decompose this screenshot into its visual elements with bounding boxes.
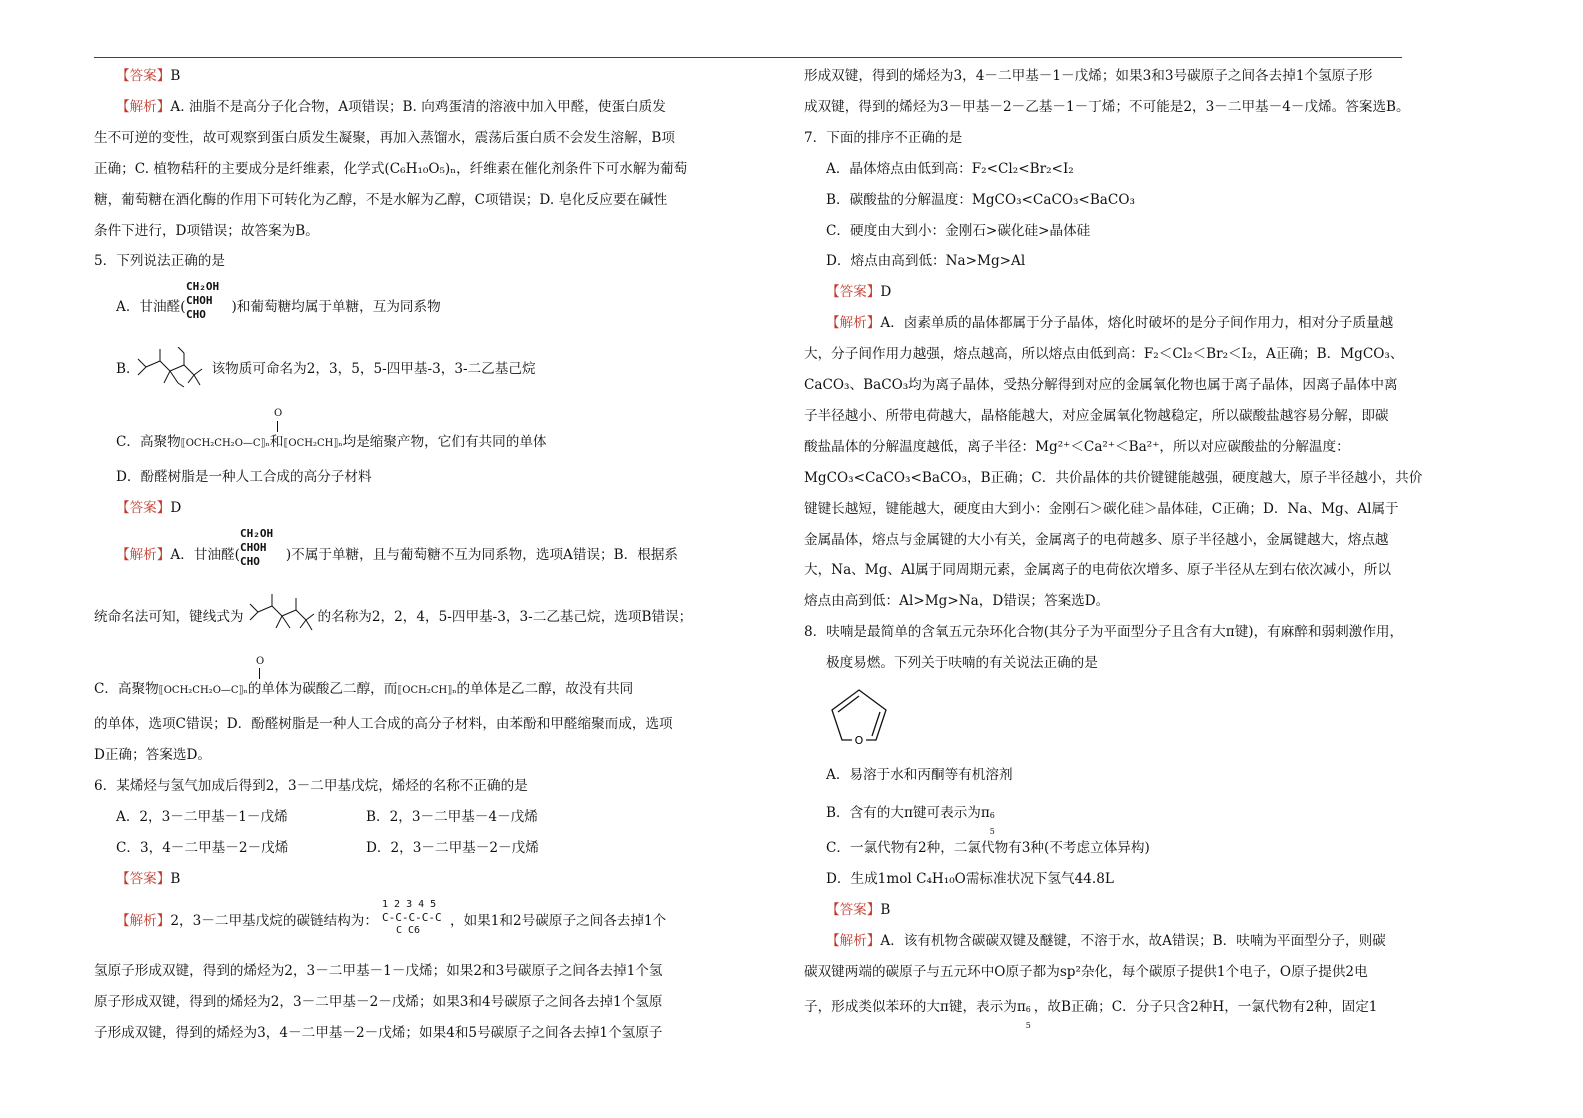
explain-7-line3: CaCO₃、BaCO₃均为离子晶体，受热分解得到对应的金属氧化物也属于离子晶体，因离子晶体中离 xyxy=(804,377,1398,393)
explain-8-line2: 碳双键两端的碳原子与五元环中O原子都为sp²杂化，每个碳原子提供1个电子，O原子提供2电 xyxy=(804,964,1368,980)
explain-5-line1: 【解析】A．甘油醛( )不属于单糖，且与葡萄糖不互为同系物，选项A错误；B．根据系 xyxy=(116,547,679,563)
explain-6-line2: 氢原子形成双键，得到的烯烃为2，3－二甲基－1－戊烯；如果2和3号碳原子之间各去掉1个氢 xyxy=(94,963,663,979)
option-7d: D．熔点由高到低：Na>Mg>Al xyxy=(826,253,1026,269)
option-8d: D．生成1mol C₄H₁₀O需标准状况下氢气44.8L xyxy=(826,871,1114,887)
carbonyl-o-label: O xyxy=(274,408,283,419)
explain-6-line6: 成双键，得到的烯烃为3－甲基－2－乙基－1－丁烯；不可能是2，3－二甲基－4－戊烯。答案选B。 xyxy=(804,99,1410,115)
option-7b: B．碳酸盐的分解温度：MgCO₃<CaCO₃<BaCO₃ xyxy=(826,192,1135,208)
question-8-line2: 极度易燃。下列关于呋喃的有关说法正确的是 xyxy=(826,655,1098,671)
option-5d: D．酚醛树脂是一种人工合成的高分子材料 xyxy=(116,469,372,485)
option-7a: A．晶体熔点由低到高：F₂<Cl₂<Br₂<I₂ xyxy=(826,161,1074,177)
explain-7-line9: 大，Na、Mg、Al属于同周期元素，金属离子的电荷依次增多、原子半径从左到右依次减小，所以 xyxy=(804,562,1391,578)
explain-5-line3: C．高聚物⟦OCH₂CH₂O—C⟧ₙ的单体为碳酸乙二醇，而⟦OCH₂CH⟧ₙ的单体是乙二醇，故没有共同 xyxy=(94,681,634,697)
explain-4-line5: 条件下进行，D项错误；故答案为B。 xyxy=(94,223,319,239)
explain-7-line8: 金属晶体，熔点与金属键的大小有关，金属离子的电荷越多、原子半径越小，金属键越大，熔点越 xyxy=(804,532,1389,548)
answer-8: 【答案】B xyxy=(826,902,891,918)
answer-4: 【答案】B xyxy=(116,68,181,84)
carbonyl-bond-2 xyxy=(259,668,260,679)
explain-5-line2: 统命名法可知，键线式为 的名称为2，2，4，5-四甲基-3，3-二乙基己烷，选项B错误； xyxy=(94,609,693,625)
glyceraldehyde-structure-2: CH₂OH CHOH CHO xyxy=(240,527,274,568)
option-8c: C．一氯代物有2种，二氯代物有3种(不考虑立体异构) xyxy=(826,840,1150,856)
answer-6: 【答案】B xyxy=(116,871,181,887)
option-6d: D．2，3－二甲基－2－戊烯 xyxy=(366,840,539,856)
explain-7-line10: 熔点由高到低：Al>Mg>Na，D错误；答案选D。 xyxy=(804,593,1110,609)
furan-structure xyxy=(826,686,892,748)
explain-5-line5: D正确；答案选D。 xyxy=(94,747,211,763)
explain-8-line3: 子，形成类似苯环的大π键，表示为π 6 5 ，故B正确；C．分子只含2种H，一氯代物有2种，固定1 xyxy=(804,999,1378,1030)
explain-4-line3: 正确；C. 植物秸秆的主要成分是纤维素，化学式(C₆H₁₀O₅)ₙ，纤维素在催化剂条件下可水解为葡萄 xyxy=(94,161,688,177)
explain-6-line1: 【解析】2，3－二甲基戊烷的碳链结构为： ，如果1和2号碳原子之间各去掉1个 xyxy=(116,913,667,929)
option-6b: B．2，3－二甲基－4－戊烯 xyxy=(366,809,538,825)
question-5: 5．下列说法正确的是 xyxy=(94,253,225,269)
option-8a: A．易溶于水和丙酮等有机溶剂 xyxy=(826,767,1013,783)
explain-7-line4: 子半径越小、所带电荷越大，晶格能越大，对应金属氧化物越稳定，所以碳酸盐越容易分解，即碳 xyxy=(804,408,1389,424)
question-8-line1: 8．呋喃是最简单的含氧五元杂环化合物(其分子为平面型分子且含有大π键)，有麻醉和弱刺激作用， xyxy=(804,624,1404,640)
explain-5-line4: 的单体，选项C错误；D．酚醛树脂是一种人工合成的高分子材料，由苯酚和甲醛缩聚而成，选项 xyxy=(94,716,673,732)
explain-6-line5: 形成双键，得到的烯烃为3，4－二甲基－1－戊烯；如果3和3号碳原子之间各去掉1个氢原子形 xyxy=(804,68,1373,84)
explain-8-line1: 【解析】A．该有机物含碳碳双键及醚键，不溶于水，故A错误；B．呋喃为平面型分子，则碳 xyxy=(826,933,1386,949)
question-7: 7．下面的排序不正确的是 xyxy=(804,130,963,146)
explain-7-line2: 大，分子间作用力越强，熔点越高，所以熔点由低到高：F₂＜Cl₂＜Br₂＜I₂，A正确；B．MgCO₃、 xyxy=(804,346,1404,362)
answer-5: 【答案】D xyxy=(116,500,182,516)
skeletal-formula-b xyxy=(134,347,210,389)
furan-oxygen-label: O xyxy=(854,734,864,747)
explain-6-line3: 原子形成双键，得到的烯烃为2，3－二甲基－2－戊烯；如果3和4号碳原子之间各去掉1个氢原 xyxy=(94,994,663,1010)
option-6a: A．2，3－二甲基－1－戊烯 xyxy=(116,809,288,825)
explain-4-line4: 糖，葡萄糖在酒化酶的作用下可转化为乙醇，不是水解为乙醇，C项错误；D. 皂化反应要在碱性 xyxy=(94,192,668,208)
explain-7-line7: 键键长越短，键能越大，硬度由大到小：金刚石＞碳化硅＞晶体硅，C正确；D．Na、Mg、Al属于 xyxy=(804,501,1399,517)
carbon-chain-structure: 1 2 3 4 5 C-C-C-C-C C C6 xyxy=(382,899,442,936)
glyceraldehyde-structure: CH₂OH CHOH CHO xyxy=(186,280,220,321)
option-8b: B．含有的大π键可表示为π 6 5 xyxy=(826,805,995,836)
question-6: 6．某烯烃与氢气加成后得到2，3－二甲基戊烷，烯烃的名称不正确的是 xyxy=(94,778,528,794)
option-6c: C．3，4－二甲基－2－戊烯 xyxy=(116,840,289,856)
explain-7-line6: MgCO₃<CaCO₃<BaCO₃，B正确；C．共价晶体的共价键键能越强，硬度越大，原子半径越小，共价 xyxy=(804,470,1423,486)
header-rule xyxy=(94,57,1402,58)
answer-7: 【答案】D xyxy=(826,284,892,300)
explain-7-line5: 酸盐晶体的分解温度越低，离子半径：Mg²⁺＜Ca²⁺＜Ba²⁺，所以对应碳酸盐的分解温度： xyxy=(804,439,1350,455)
option-5b: B． 该物质可命名为2，3，5，5-四甲基-3，3-二乙基己烷 xyxy=(116,361,536,377)
explain-4-line1: 【解析】A. 油脂不是高分子化合物，A项错误；B. 向鸡蛋清的溶液中加入甲醛，使蛋白质发 xyxy=(116,99,666,115)
carbonyl-o-label-2: O xyxy=(256,656,265,667)
explain-4-line2: 生不可逆的变性，故可观察到蛋白质发生凝聚，再加入蒸馏水，震荡后蛋白质不会发生溶解，B项 xyxy=(94,130,675,146)
option-5a: A．甘油醛( )和葡萄糖均属于单糖，互为同系物 xyxy=(116,299,441,315)
carbonyl-bond xyxy=(277,421,278,432)
option-5c: C．高聚物⟦OCH₂CH₂O—C⟧ₙ和⟦OCH₂CH⟧ₙ均是缩聚产物，它们有共同的单体 xyxy=(116,434,547,450)
explain-7-line1: 【解析】A．卤素单质的晶体都属于分子晶体，熔化时破坏的是分子间作用力，相对分子质量越 xyxy=(826,315,1394,331)
explain-6-line4: 子形成双键，得到的烯烃为3，4－二甲基－2－戊烯；如果4和5号碳原子之间各去掉1个氢原子 xyxy=(94,1025,663,1041)
option-7c: C．硬度由大到小：金刚石>碳化硅>晶体硅 xyxy=(826,223,1091,239)
